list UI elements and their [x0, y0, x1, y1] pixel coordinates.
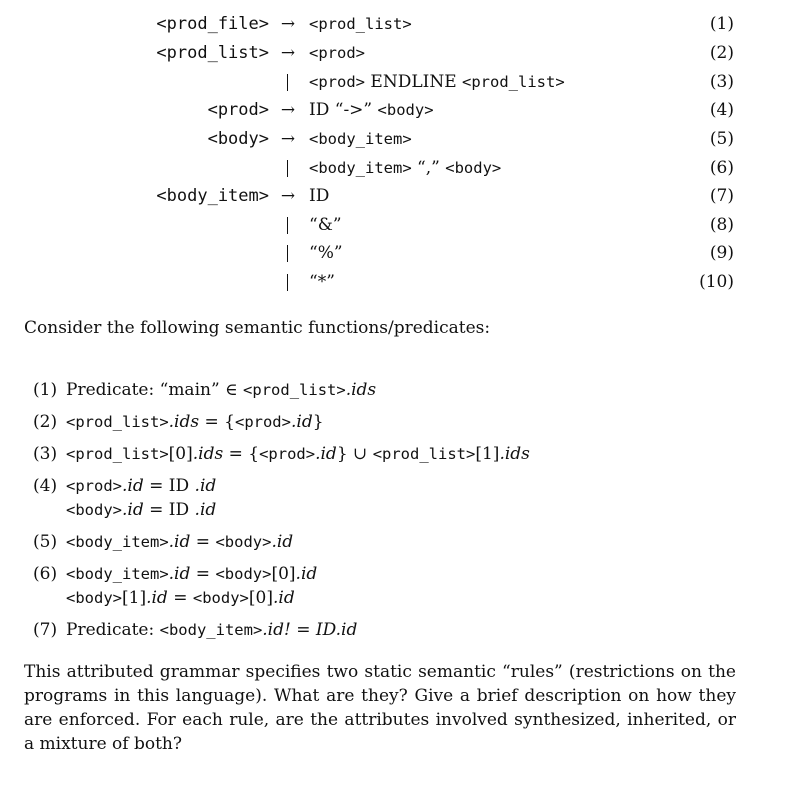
expression-segment: <prod> — [309, 73, 365, 91]
expression-segment: .id — [290, 412, 313, 432]
expression-segment: <prod_list> — [372, 445, 476, 463]
rule-number: (6) — [709, 158, 734, 178]
expression-segment: .id — [146, 588, 168, 608]
expression-segment: .id — [168, 564, 191, 584]
semantic-function — [66, 500, 216, 520]
semantic-number: (4) — [33, 476, 58, 496]
semantic-function — [66, 588, 295, 608]
rule-number: (2) — [709, 43, 734, 63]
expression-segment: .id! = ID.id — [262, 620, 358, 640]
grammar-rule — [0, 272, 786, 300]
expression-segment: <body> — [377, 101, 434, 119]
expression-segment: ENDLINE — [365, 72, 463, 92]
expression-segment: = — [167, 588, 193, 608]
expression-segment: [1] — [122, 588, 147, 608]
expression-segment: = { — [223, 444, 260, 464]
expression-segment: Predicate: — [66, 620, 160, 640]
rule-number: (4) — [709, 100, 734, 120]
expression-segment: ID — [309, 186, 330, 206]
expression-segment: .id — [295, 564, 318, 584]
grammar-rule — [0, 72, 786, 100]
expression-segment: <body> — [445, 159, 502, 177]
expression-segment: <prod> — [66, 477, 122, 495]
expression-segment: <body> — [215, 533, 272, 551]
expression-segment: [1] — [475, 444, 500, 464]
expression-segment: .ids — [168, 412, 200, 432]
alternative-bar — [287, 74, 288, 91]
semantic-number: (1) — [33, 380, 58, 400]
expression-segment: “&” — [309, 215, 342, 235]
grammar-rule — [0, 158, 786, 186]
expression-segment: = { — [199, 412, 235, 432]
expression-segment: “%” — [309, 243, 343, 263]
rule-rhs — [309, 272, 335, 292]
grammar-rule — [0, 215, 786, 243]
expression-segment: ID “->” — [309, 100, 378, 120]
rule-rhs — [309, 43, 365, 63]
semantic-function — [33, 412, 324, 432]
expression-segment: .id — [194, 476, 217, 496]
semantic-number: (5) — [33, 532, 58, 552]
alternative-bar — [287, 245, 288, 262]
derives-arrow: → — [280, 14, 296, 34]
expression-segment: = ID — [143, 476, 195, 496]
rule-number: (10) — [699, 272, 734, 292]
semantic-function — [33, 380, 376, 400]
expression-segment: <prod> — [259, 445, 316, 463]
alternative-bar — [287, 274, 288, 291]
rule-rhs — [309, 215, 342, 235]
semantic-number: (7) — [33, 620, 58, 640]
expression-segment: <prod> — [309, 44, 365, 62]
rule-rhs — [309, 186, 329, 206]
rule-rhs — [309, 129, 412, 149]
semantic-number: (6) — [33, 564, 58, 584]
expression-segment: “*” — [309, 272, 335, 292]
semantic-number: (2) — [33, 412, 58, 432]
expression-segment: <body_item> — [66, 565, 169, 583]
expression-segment: .id — [194, 500, 217, 520]
rule-rhs — [309, 243, 343, 263]
expression-segment: [0] — [248, 588, 273, 608]
expression-segment: <body> — [66, 589, 122, 607]
derives-arrow: → — [280, 100, 296, 120]
rule-lhs: <prod_list> — [156, 43, 269, 63]
rule-number: (8) — [709, 215, 734, 235]
expression-segment: .id — [168, 532, 191, 552]
rule-lhs: <body> — [207, 129, 269, 149]
expression-segment: .ids — [192, 444, 224, 464]
expression-segment: .ids — [345, 380, 377, 400]
expression-segment: <prod_list> — [66, 445, 169, 463]
expression-segment: .id — [271, 532, 294, 552]
expression-segment: <prod_list> — [243, 381, 346, 399]
expression-segment: [0] — [168, 444, 193, 464]
rule-rhs — [309, 158, 501, 178]
expression-segment: [0] — [271, 564, 296, 584]
expression-segment: <prod_list> — [309, 15, 412, 33]
semantic-function — [33, 444, 530, 464]
expression-segment: .id — [122, 476, 144, 496]
semantic-function — [33, 476, 216, 496]
rule-rhs — [309, 100, 434, 120]
grammar-rule — [0, 186, 786, 214]
expression-segment: <prod_list> — [66, 413, 169, 431]
expression-segment: .id — [315, 444, 337, 464]
rule-rhs — [309, 72, 565, 92]
derives-arrow: → — [280, 129, 296, 149]
semantic-number: (3) — [33, 444, 58, 464]
semantic-function — [33, 564, 317, 584]
expression-segment: <prod_list> — [462, 73, 565, 91]
grammar-rule — [0, 43, 786, 71]
rule-lhs: <body_item> — [156, 186, 269, 206]
expression-segment: .id — [272, 588, 295, 608]
rule-number: (9) — [709, 243, 734, 263]
rule-rhs — [309, 14, 412, 34]
semantic-function — [33, 620, 357, 640]
grammar-rule — [0, 100, 786, 128]
expression-segment: Predicate: “main” ∈ — [66, 380, 244, 400]
expression-segment: } — [312, 412, 324, 432]
grammar-rule — [0, 14, 786, 42]
question-text: This attributed grammar specifies two static semantic “rules” (restrictions on the programs in this language). What are they? Give a brief description on how they are enforced. For each rule, are the attributes involved synthesized, inherited, or a mixture of both? — [24, 662, 736, 754]
rule-number: (1) — [709, 14, 734, 34]
rule-number: (3) — [709, 72, 734, 92]
expression-segment: } ∪ — [336, 444, 373, 464]
expression-segment: .ids — [499, 444, 530, 464]
expression-segment: <body> — [215, 565, 272, 583]
rule-lhs: <prod> — [207, 100, 269, 120]
expression-segment: = — [190, 564, 216, 584]
grammar-rule — [0, 243, 786, 271]
expression-segment: <prod> — [234, 413, 291, 431]
rule-lhs: <prod_file> — [156, 14, 269, 34]
alternative-bar — [287, 160, 288, 177]
expression-segment: <body_item> — [309, 159, 412, 177]
expression-segment: <body> — [192, 589, 249, 607]
expression-segment: .id — [122, 500, 144, 520]
grammar-rule — [0, 129, 786, 157]
rule-number: (7) — [709, 186, 734, 206]
derives-arrow: → — [280, 186, 296, 206]
semantic-function — [33, 532, 293, 552]
derives-arrow: → — [280, 43, 296, 63]
rule-number: (5) — [709, 129, 734, 149]
alternative-bar — [287, 217, 288, 234]
expression-segment: <body_item> — [159, 621, 263, 639]
expression-segment: <body_item> — [309, 130, 412, 148]
expression-segment: “,” — [411, 158, 446, 178]
expression-segment: = — [190, 532, 216, 552]
expression-segment: <body_item> — [66, 533, 169, 551]
intro-text: Consider the following semantic functions/predicates: — [24, 318, 491, 338]
expression-segment: <body> — [66, 501, 122, 519]
expression-segment: = ID — [143, 500, 195, 520]
